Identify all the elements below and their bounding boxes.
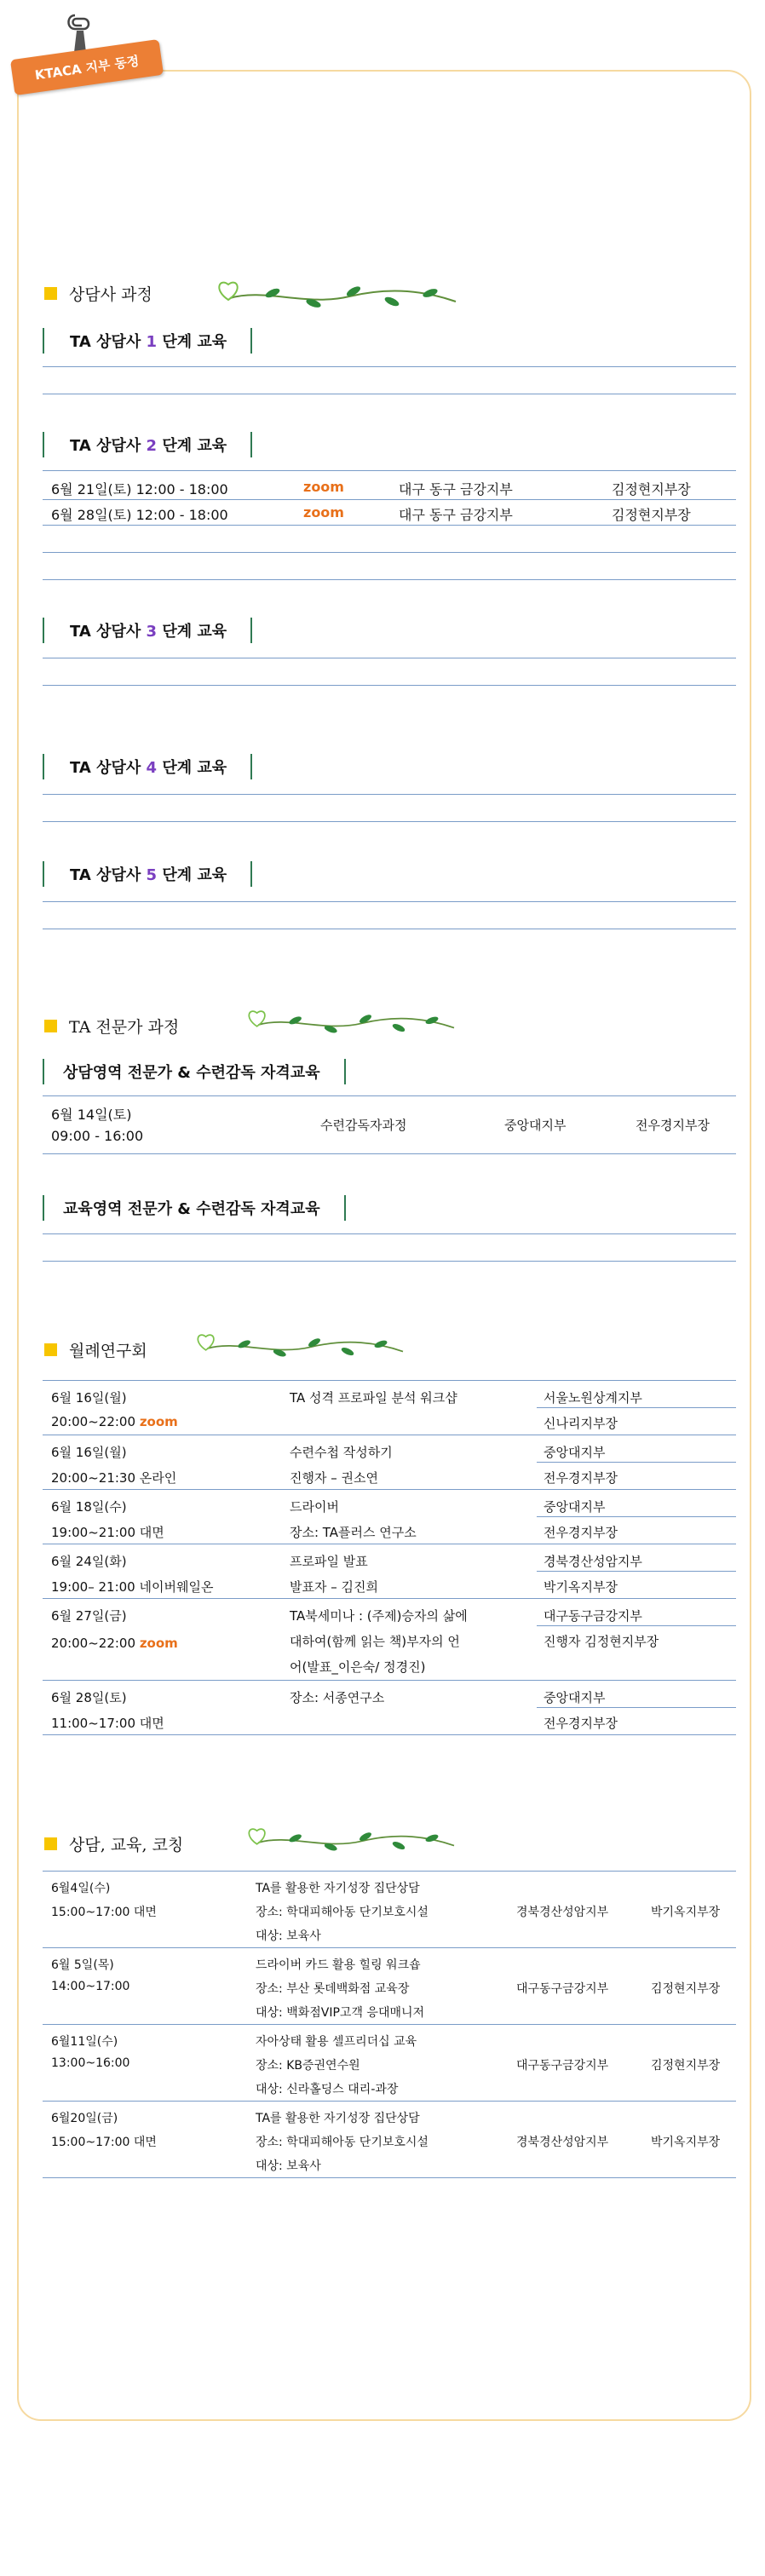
coaching-time: 13:00~16:00 bbox=[51, 2056, 130, 2070]
level4-title: TA 상담사 4 단계 교육 bbox=[43, 751, 252, 782]
level2-title: TA 상담사 2 단계 교육 bbox=[43, 429, 252, 460]
monthly-person: 진행자 김정현지부장 bbox=[544, 1634, 659, 1649]
expert-person: 전우경지부장 bbox=[636, 1118, 710, 1133]
monthly-topic: 프로파일 발표 bbox=[290, 1554, 368, 1569]
coaching-program: 드라이버 카드 활용 힐링 워크숍 bbox=[256, 1958, 421, 1972]
level2-row-place: 대구 동구 금강지부 bbox=[399, 481, 513, 497]
monthly-person: 전우경지부장 bbox=[544, 1716, 618, 1731]
rule bbox=[537, 1516, 736, 1517]
level2-row-date: 6월 28일(토) 12:00 - 18:00 bbox=[51, 507, 228, 523]
level2-row-place: 대구 동구 금강지부 bbox=[399, 507, 513, 523]
rule bbox=[43, 1489, 736, 1490]
monthly-branch: 서울노원상계지부 bbox=[544, 1390, 642, 1406]
coaching-branch: 경북경산성암지부 bbox=[516, 2136, 609, 2149]
rule bbox=[43, 1095, 736, 1096]
coaching-branch: 대구동구금강지부 bbox=[516, 1982, 609, 1996]
rule bbox=[43, 2177, 736, 2178]
section-header-monthly: 월례연구회 bbox=[44, 1332, 147, 1366]
coaching-time: 14:00~17:00 bbox=[51, 1980, 130, 1993]
bullet-square-icon bbox=[44, 1020, 57, 1032]
rule bbox=[43, 1947, 736, 1948]
coaching-venue: 장소: KB증권연수원 bbox=[256, 2059, 360, 2073]
monthly-branch: 중앙대지부 bbox=[544, 1690, 606, 1705]
coaching-person: 박기옥지부장 bbox=[651, 1906, 721, 1919]
coaching-person: 김정현지부장 bbox=[651, 2059, 721, 2073]
monthly-topic: TA북세미나 : (주제)승자의 삶에 bbox=[290, 1608, 468, 1624]
coaching-date: 6월4일(수) bbox=[51, 1882, 111, 1895]
monthly-person: 신나리지부장 bbox=[544, 1416, 618, 1431]
monthly-person: 박기옥지부장 bbox=[544, 1579, 618, 1595]
rule bbox=[43, 1380, 736, 1381]
monthly-date: 6월 24일(화) bbox=[51, 1554, 127, 1569]
zoom-label: zoom bbox=[303, 479, 344, 495]
monthly-topic: 수련수첩 작성하기 bbox=[290, 1445, 393, 1460]
bullet-square-icon bbox=[44, 1837, 57, 1850]
coaching-time: 15:00~17:00 대면 bbox=[51, 2136, 157, 2149]
coaching-target: 대상: 백화점VIP고객 응대매니저 bbox=[256, 2006, 425, 2020]
monthly-date: 6월 16일(월) bbox=[51, 1390, 127, 1406]
expert-course: 수련감독자과정 bbox=[320, 1118, 407, 1133]
coaching-venue: 장소: 학대피해아동 단기보호시설 bbox=[256, 1906, 429, 1919]
bullet-square-icon bbox=[44, 287, 57, 300]
coaching-venue: 장소: 부산 롯데백화점 교육장 bbox=[256, 1982, 410, 1996]
level2-row-person: 김정현지부장 bbox=[612, 481, 691, 497]
rule bbox=[43, 2024, 736, 2025]
monthly-branch: 경북경산성암지부 bbox=[544, 1554, 642, 1569]
monthly-date: 6월 18일(수) bbox=[51, 1499, 127, 1515]
coaching-person: 김정현지부장 bbox=[651, 1982, 721, 1996]
coaching-time: 15:00~17:00 대면 bbox=[51, 1906, 157, 1919]
rule bbox=[43, 552, 736, 553]
section-header-expert: TA 전문가 과정 bbox=[44, 1009, 179, 1043]
rule bbox=[537, 1462, 736, 1463]
expert-date: 6월 14일(토) bbox=[51, 1107, 132, 1123]
level3-title: TA 상담사 3 단계 교육 bbox=[43, 615, 252, 646]
monthly-branch: 대구동구금강지부 bbox=[544, 1608, 642, 1624]
monthly-venue: 장소: 서종연구소 bbox=[290, 1690, 385, 1705]
coaching-target: 대상: 신라홀딩스 대리-과장 bbox=[256, 2083, 399, 2096]
monthly-topic: TA 성격 프로파일 분석 워크샵 bbox=[290, 1390, 457, 1406]
badge-area bbox=[5, 12, 175, 97]
coaching-venue: 장소: 학대피해아동 단기보호시설 bbox=[256, 2136, 429, 2149]
coaching-branch: 대구동구금강지부 bbox=[516, 2059, 609, 2073]
monthly-person: 전우경지부장 bbox=[544, 1525, 618, 1540]
rule bbox=[43, 499, 736, 500]
monthly-presenter: 진행자 – 권소연 bbox=[290, 1470, 378, 1486]
monthly-time: 20:00~22:00 zoom bbox=[51, 1414, 178, 1429]
coaching-date: 6월 5일(목) bbox=[51, 1958, 114, 1972]
rule bbox=[43, 579, 736, 580]
rule bbox=[43, 1153, 736, 1154]
rule bbox=[43, 2101, 736, 2102]
monthly-branch: 중앙대지부 bbox=[544, 1445, 606, 1460]
monthly-time: 20:00~21:30 온라인 bbox=[51, 1470, 177, 1486]
section-header-coaching: 상담, 교육, 코칭 bbox=[44, 1826, 183, 1860]
rule bbox=[537, 1407, 736, 1408]
coaching-program: TA를 활용한 자기성장 집단상담 bbox=[256, 1882, 420, 1895]
coaching-program: TA를 활용한 자기성장 집단상담 bbox=[256, 2112, 420, 2125]
rule bbox=[43, 1261, 736, 1262]
vine-decoration-icon bbox=[193, 1322, 414, 1365]
section-header-counselor: 상담사 과정 bbox=[44, 276, 152, 310]
monthly-time: 11:00~17:00 대면 bbox=[51, 1716, 164, 1731]
level5-title: TA 상담사 5 단계 교육 bbox=[43, 859, 252, 889]
rule bbox=[537, 1625, 736, 1626]
rule bbox=[43, 1871, 736, 1872]
level1-title: TA 상담사 1 단계 교육 bbox=[43, 325, 252, 356]
rule bbox=[43, 1680, 736, 1681]
expert-time: 09:00 - 16:00 bbox=[51, 1128, 144, 1144]
coaching-target: 대상: 보육사 bbox=[256, 2159, 321, 2173]
vine-decoration-icon bbox=[244, 998, 465, 1041]
bullet-square-icon bbox=[44, 1343, 57, 1356]
monthly-venue: 장소: TA플러스 연구소 bbox=[290, 1525, 417, 1540]
monthly-time: 19:00~21:00 대면 bbox=[51, 1525, 164, 1540]
monthly-time: 19:00– 21:00 네이버웨일온 bbox=[51, 1579, 214, 1595]
vine-decoration-icon bbox=[244, 1816, 465, 1859]
monthly-date: 6월 27일(금) bbox=[51, 1608, 127, 1624]
rule bbox=[537, 1707, 736, 1708]
monthly-branch: 중앙대지부 bbox=[544, 1499, 606, 1515]
zoom-label: zoom bbox=[303, 504, 344, 520]
rule bbox=[43, 794, 736, 795]
rule bbox=[43, 685, 736, 686]
monthly-time: 20:00~22:00 zoom bbox=[51, 1636, 178, 1651]
rule bbox=[43, 1598, 736, 1599]
monthly-person: 전우경지부장 bbox=[544, 1470, 618, 1486]
rule bbox=[43, 1734, 736, 1735]
coaching-target: 대상: 보육사 bbox=[256, 1929, 321, 1943]
rule bbox=[43, 1233, 736, 1234]
vine-decoration-icon bbox=[213, 271, 469, 313]
coaching-program: 자아상태 활용 셀프리더십 교육 bbox=[256, 2035, 417, 2049]
rule bbox=[43, 821, 736, 822]
rule bbox=[43, 525, 736, 526]
monthly-topic: 드라이버 bbox=[290, 1499, 339, 1515]
monthly-presenter: 발표자 – 김진희 bbox=[290, 1579, 378, 1595]
rule bbox=[43, 470, 736, 471]
coaching-person: 박기옥지부장 bbox=[651, 2136, 721, 2149]
coaching-branch: 경북경산성암지부 bbox=[516, 1906, 609, 1919]
monthly-date: 6월 16일(월) bbox=[51, 1445, 127, 1460]
counsel-expert-title: 상담영역 전문가 & 수련감독 자격교육 bbox=[43, 1056, 346, 1087]
rule bbox=[43, 901, 736, 902]
level2-row-person: 김정현지부장 bbox=[612, 507, 691, 523]
expert-branch: 중앙대지부 bbox=[504, 1118, 567, 1133]
coaching-date: 6월11일(수) bbox=[51, 2035, 118, 2049]
rule bbox=[43, 366, 736, 367]
coaching-date: 6월20일(금) bbox=[51, 2112, 118, 2125]
monthly-topic-line3: 어(발표_이은숙/ 정경진) bbox=[290, 1659, 426, 1675]
monthly-topic-line2: 대하여(함께 읽는 책)부자의 언 bbox=[290, 1634, 460, 1649]
monthly-date: 6월 28일(토) bbox=[51, 1690, 127, 1705]
edu-expert-title: 교육영역 전문가 & 수련감독 자격교육 bbox=[43, 1193, 346, 1223]
rule bbox=[537, 1571, 736, 1572]
level2-row-date: 6월 21일(토) 12:00 - 18:00 bbox=[51, 481, 228, 497]
section-badge: KTACA 지부 동정 bbox=[10, 39, 164, 95]
